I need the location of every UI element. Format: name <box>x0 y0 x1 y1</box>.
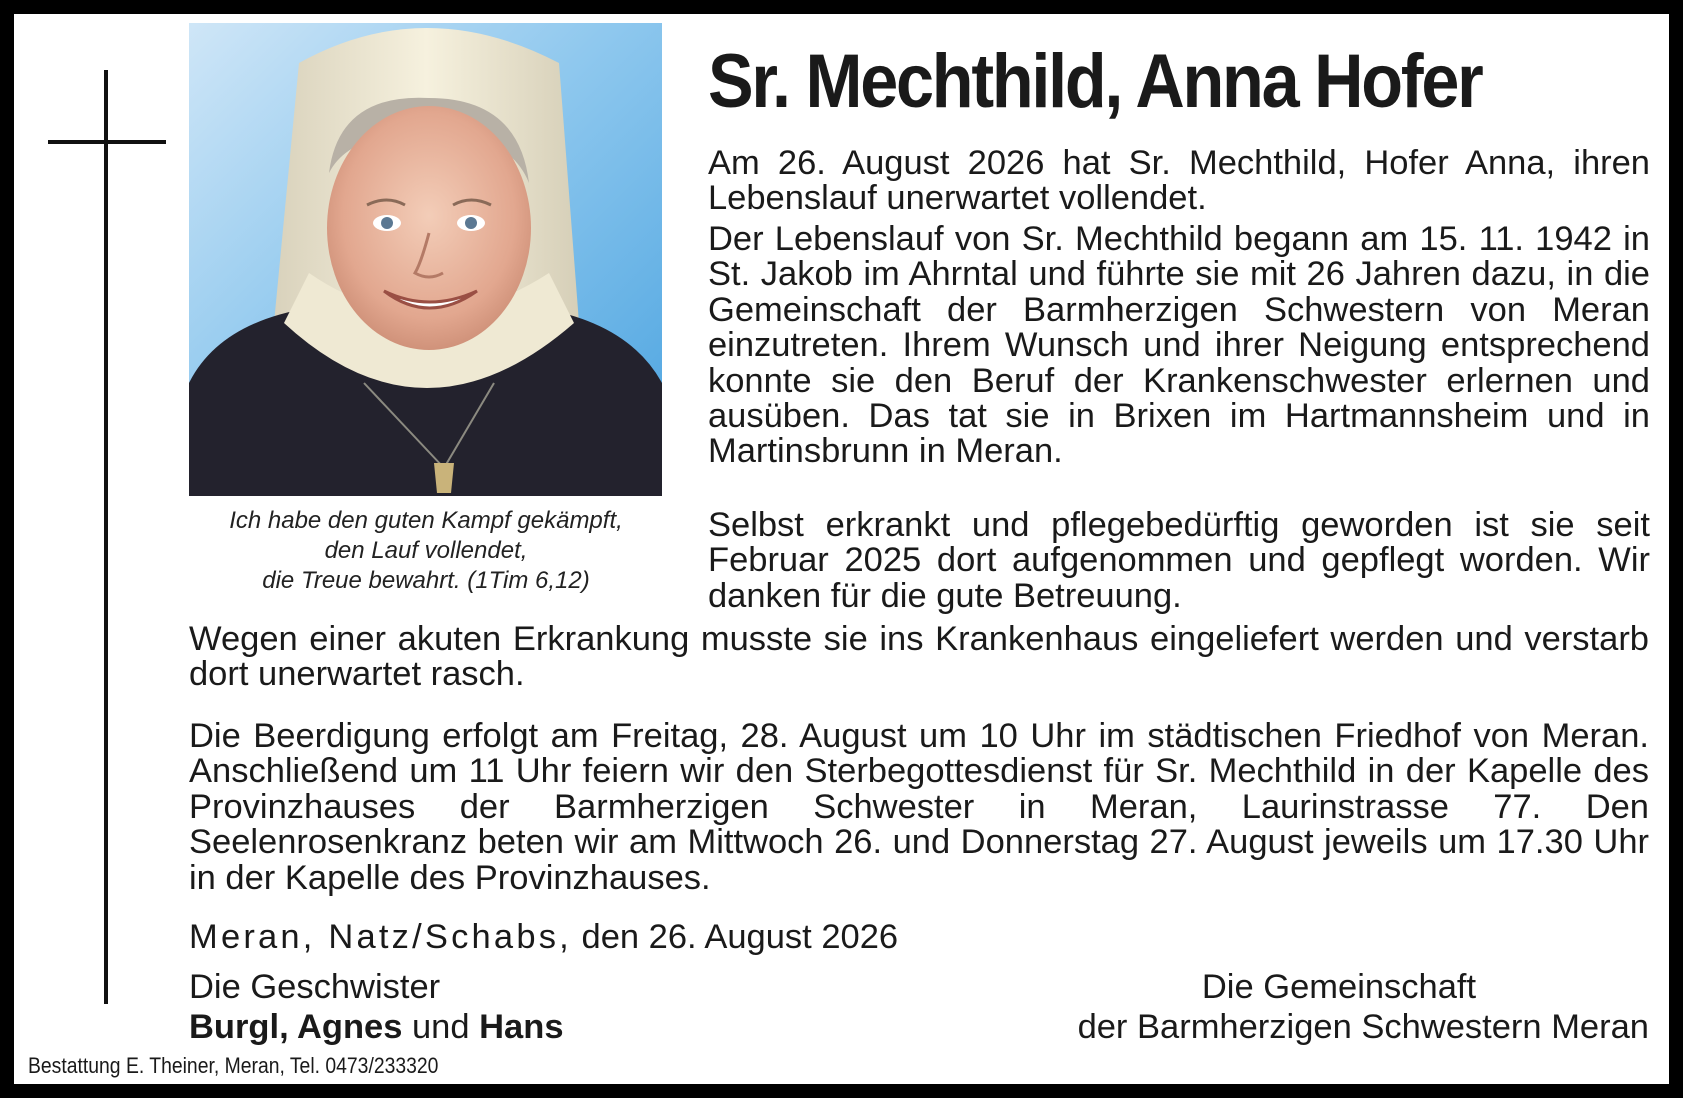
family-label: Die Geschwister <box>189 968 441 1006</box>
cross-icon-vertical <box>104 70 108 1004</box>
illness-paragraph: Selbst erkrankt und pflegebedürftig geworden ist sie seit Februar 2025 dort aufgenommen und gepflegt worden. Wir danken für die gute Betreuung. <box>708 506 1650 615</box>
family-and: und <box>402 1008 480 1046</box>
funeral-paragraph: Die Beerdigung erfolgt am Freitag, 28. August um 10 Uhr im städtischen Friedhof von Meran. Anschließend um 11 Uhr feiern wir den Sterbegottesdienst für Sr. Mechthild in der Kapelle des Provinzhauses der Barmherzigen Schwester in Meran, Laurinstrasse 77. Den Seelenrosenkranz beten wir am Mittwoch 26. und Donnerstag 27. August jeweils um 17.30 Uhr in der Kapelle des Provinzhauses. <box>189 717 1649 897</box>
bible-quote-caption <box>174 506 678 596</box>
date-text: den 26. August 2026 <box>571 918 899 956</box>
undertaker-contact: Bestattung E. Theiner, Meran, Tel. 0473/233320 <box>28 1053 439 1078</box>
family-names <box>189 1009 564 1045</box>
caption-line: Ich habe den guten Kampf gekämpft, <box>229 507 623 534</box>
portrait-photo <box>189 23 662 496</box>
family-name-2: Hans <box>479 1008 564 1046</box>
place-date-line <box>189 919 898 955</box>
death-paragraph: Wegen einer akuten Erkrankung musste sie ins Krankenhaus eingeliefert werden und verstarb dort unerwartet rasch. <box>189 620 1649 694</box>
community-label: Die Gemeinschaft <box>1201 968 1477 1006</box>
family-name-1: Burgl, Agnes <box>189 1008 403 1046</box>
biography-paragraph: Der Lebenslauf von Sr. Mechthild begann am 15. 11. 1942 in St. Jakob im Ahrntal und führte sie mit 26 Jahren dazu, in die Gemeinschaft der Barmherzigen Schwestern von Meran einzutreten. Ihrem Wunsch und ihrer Neigung entsprechend konnte sie den Beruf der Krankenschwester erlernen und ausüben. Das tat sie in Brixen im Hartmannsheim und in Martinsbrunn in Meran. <box>708 220 1650 471</box>
caption-line: den Lauf vollendet, <box>324 537 528 564</box>
cross-icon-horizontal <box>48 140 166 144</box>
caption-line: die Treue bewahrt. (1Tim 6,12) <box>262 567 590 594</box>
intro-paragraph: Am 26. August 2026 hat Sr. Mechthild, Hofer Anna, ihren Lebenslauf unerwartet vollendet. <box>708 144 1650 218</box>
deceased-name-title: Sr. Mechthild, Anna Hofer <box>708 39 1482 124</box>
place-text: Meran, Natz/Schabs, <box>189 918 572 956</box>
obituary-page <box>14 14 1669 1084</box>
nun-portrait-icon <box>189 23 662 496</box>
community-name: der Barmherzigen Schwestern Meran <box>1077 1008 1649 1046</box>
